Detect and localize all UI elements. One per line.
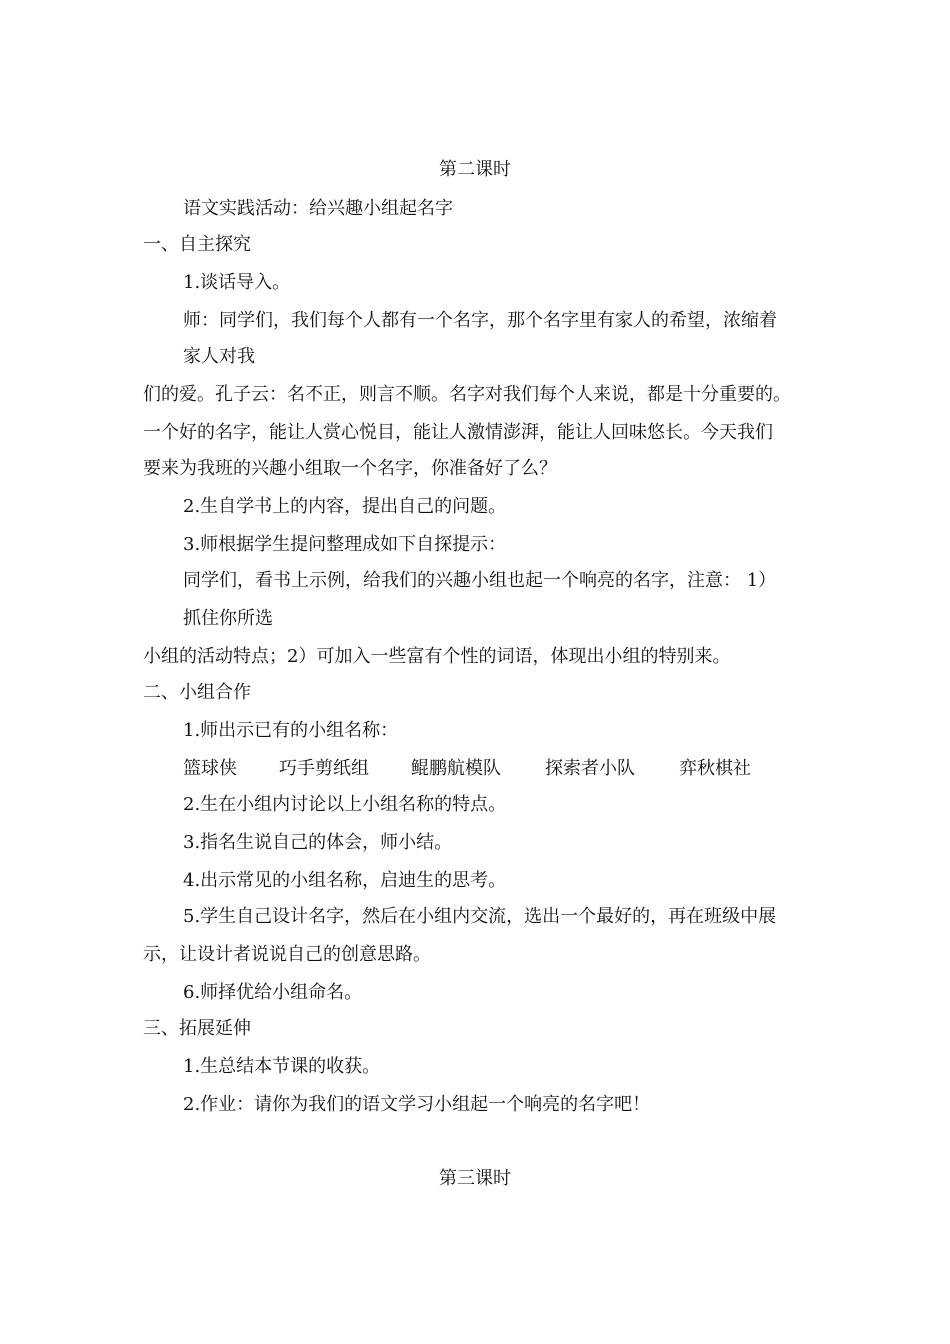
list-item: 1.谈话导入。 (183, 272, 291, 293)
group-name: 探索者小队 (545, 758, 635, 779)
list-item: 1.师出示已有的小组名称： (183, 720, 399, 741)
group-names-row (183, 758, 803, 780)
paragraph-line: 师：同学们，我们每个人都有一个名字，那个名字里有家人的希望，浓缩着 (183, 310, 777, 331)
paragraph-line: 一个好的名字，能让人赏心悦目，能让人激情澎湃，能让人回味悠长。今天我们 (143, 422, 773, 443)
group-name: 鲲鹏航模队 (411, 758, 501, 779)
section-heading: 二、小组合作 (143, 682, 251, 703)
list-item: 2.生自学书上的内容，提出自己的问题。 (183, 496, 507, 517)
group-name: 弈秋棋社 (679, 758, 751, 779)
list-item: 6.师择优给小组命名。 (183, 982, 363, 1003)
paragraph-line: 要来为我班的兴趣小组取一个名字，你准备好了么？ (143, 458, 557, 479)
lesson-heading: 第三课时 (439, 1168, 511, 1189)
list-item: 5.学生自己设计名字，然后在小组内交流，选出一个最好的，再在班级中展 (183, 906, 777, 927)
lesson-heading: 第二课时 (439, 159, 511, 180)
paragraph-line: 们的爱。孔子云：名不正，则言不顺。名字对我们每个人来说，都是十分重要的。 (143, 384, 791, 405)
paragraph-line: 小组的活动特点；2）可加入一些富有个性的词语，体现出小组的特别来。 (143, 646, 731, 667)
paragraph-line: 同学们，看书上示例，给我们的兴趣小组也起一个响亮的名字，注意： 1） (183, 570, 777, 591)
paragraph-line: 家人对我 (183, 346, 255, 367)
list-item: 1.生总结本节课的收获。 (183, 1056, 381, 1077)
list-item: 3.师根据学生提问整理成如下自探提示： (183, 534, 507, 555)
section-heading: 三、拓展延伸 (143, 1018, 251, 1039)
group-name: 巧手剪纸组 (279, 758, 369, 779)
activity-title: 语文实践活动：给兴趣小组起名字 (183, 198, 453, 219)
paragraph-line: 示，让设计者说说自己的创意思路。 (143, 944, 431, 965)
list-item: 3.指名生说自己的体会，师小结。 (183, 832, 453, 853)
list-item: 2.作业：请你为我们的语文学习小组起一个响亮的名字吧！ (183, 1094, 651, 1115)
section-heading: 一、自主探究 (143, 234, 251, 255)
paragraph-line: 抓住你所选 (183, 608, 273, 629)
list-item: 2.生在小组内讨论以上小组名称的特点。 (183, 794, 507, 815)
group-name: 篮球侠 (183, 758, 237, 779)
list-item: 4.出示常见的小组名称，启迪生的思考。 (183, 870, 507, 891)
